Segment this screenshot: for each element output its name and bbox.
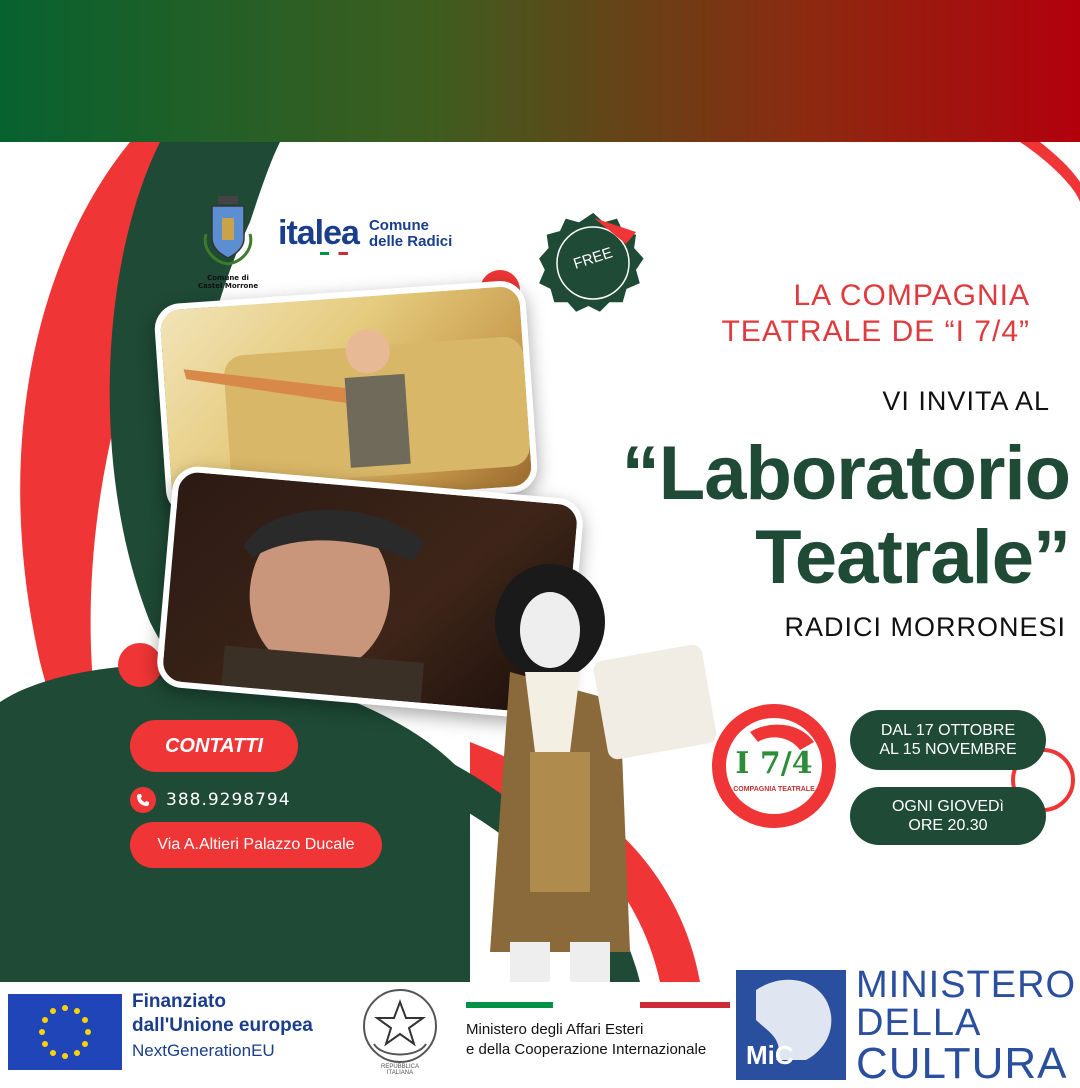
- mic-mark: MiC: [746, 1040, 794, 1070]
- comune-label-line2: Castel Morrone: [197, 282, 259, 290]
- maeci-text: [466, 1020, 706, 1060]
- schedule-line2: ORE 20.30: [908, 817, 988, 834]
- comune-logo: [196, 194, 260, 290]
- event-subtitle: RADICI MORRONESI: [784, 612, 1066, 642]
- company-logo-mark: I 7/4: [735, 746, 813, 781]
- company-heading: [640, 278, 1030, 350]
- phone-number: 388.9298794: [166, 790, 291, 810]
- italea-wordmark: italea: [278, 214, 359, 252]
- eu-funding-text: [132, 990, 313, 1064]
- free-badge: [538, 208, 648, 318]
- schedule-pill: [850, 787, 1046, 845]
- address-pill: Via A.Altieri Palazzo Ducale: [130, 822, 382, 868]
- company-heading-line1: LA COMPAGNIA: [793, 279, 1030, 312]
- company-heading-line2: TEATRALE DE “I 7/4”: [721, 315, 1030, 348]
- mic-logo: [736, 970, 846, 1080]
- schedule-line1: OGNI GIOVEDì: [891, 798, 1004, 815]
- phone-icon: [130, 787, 156, 813]
- dates-line2: AL 15 NOVEMBRE: [879, 741, 1017, 758]
- eu-line1: Finanziato: [132, 991, 226, 1012]
- eu-line2: dall'Unione europea: [132, 1015, 313, 1036]
- italea-logo: [278, 214, 452, 253]
- mic-line1: MINISTERO: [856, 964, 1077, 1006]
- maeci-line2: e della Cooperazione Internazionale: [466, 1041, 707, 1058]
- eu-line3: NextGenerationEU: [132, 1041, 275, 1060]
- event-title-line2: Teatrale”: [755, 515, 1070, 600]
- comune-label-line1: Comune di: [207, 274, 249, 282]
- mic-text: [856, 966, 1076, 1086]
- invite-text: VI INVITA AL: [882, 386, 1050, 416]
- seal-caption: REPUBBLICA ITALIANA: [380, 1064, 419, 1076]
- poster-canvas: [0, 142, 1080, 982]
- mic-line2: DELLA: [856, 1002, 982, 1044]
- event-title-line1: “Laboratorio: [621, 431, 1070, 516]
- republic-seal-icon: [360, 986, 440, 1066]
- top-gradient-band: [0, 0, 1080, 142]
- dates-pill: [850, 710, 1046, 770]
- costumed-actor-image: [470, 552, 730, 982]
- mic-line3: CULTURA: [856, 1039, 1068, 1088]
- italea-sub-line1: Comune: [368, 216, 429, 234]
- coat-of-arms-icon: [198, 194, 258, 270]
- free-badge-label: FREE: [571, 244, 615, 273]
- sponsor-footer: [0, 964, 1080, 1088]
- phone-row[interactable]: [130, 787, 291, 813]
- contacts-label: CONTATTI: [130, 720, 298, 772]
- dates-line1: DAL 17 OTTOBRE: [880, 722, 1016, 739]
- italian-flag-stripe: [320, 252, 348, 255]
- italea-sub-line2: delle Radici: [368, 232, 453, 250]
- maeci-flag-stripe: [466, 1002, 730, 1008]
- company-logo-caption: COMPAGNIA TEATRALE: [733, 786, 815, 793]
- eu-flag-icon: [8, 994, 122, 1070]
- company-logo: [710, 702, 838, 830]
- maeci-line1: Ministero degli Affari Esteri: [466, 1021, 644, 1038]
